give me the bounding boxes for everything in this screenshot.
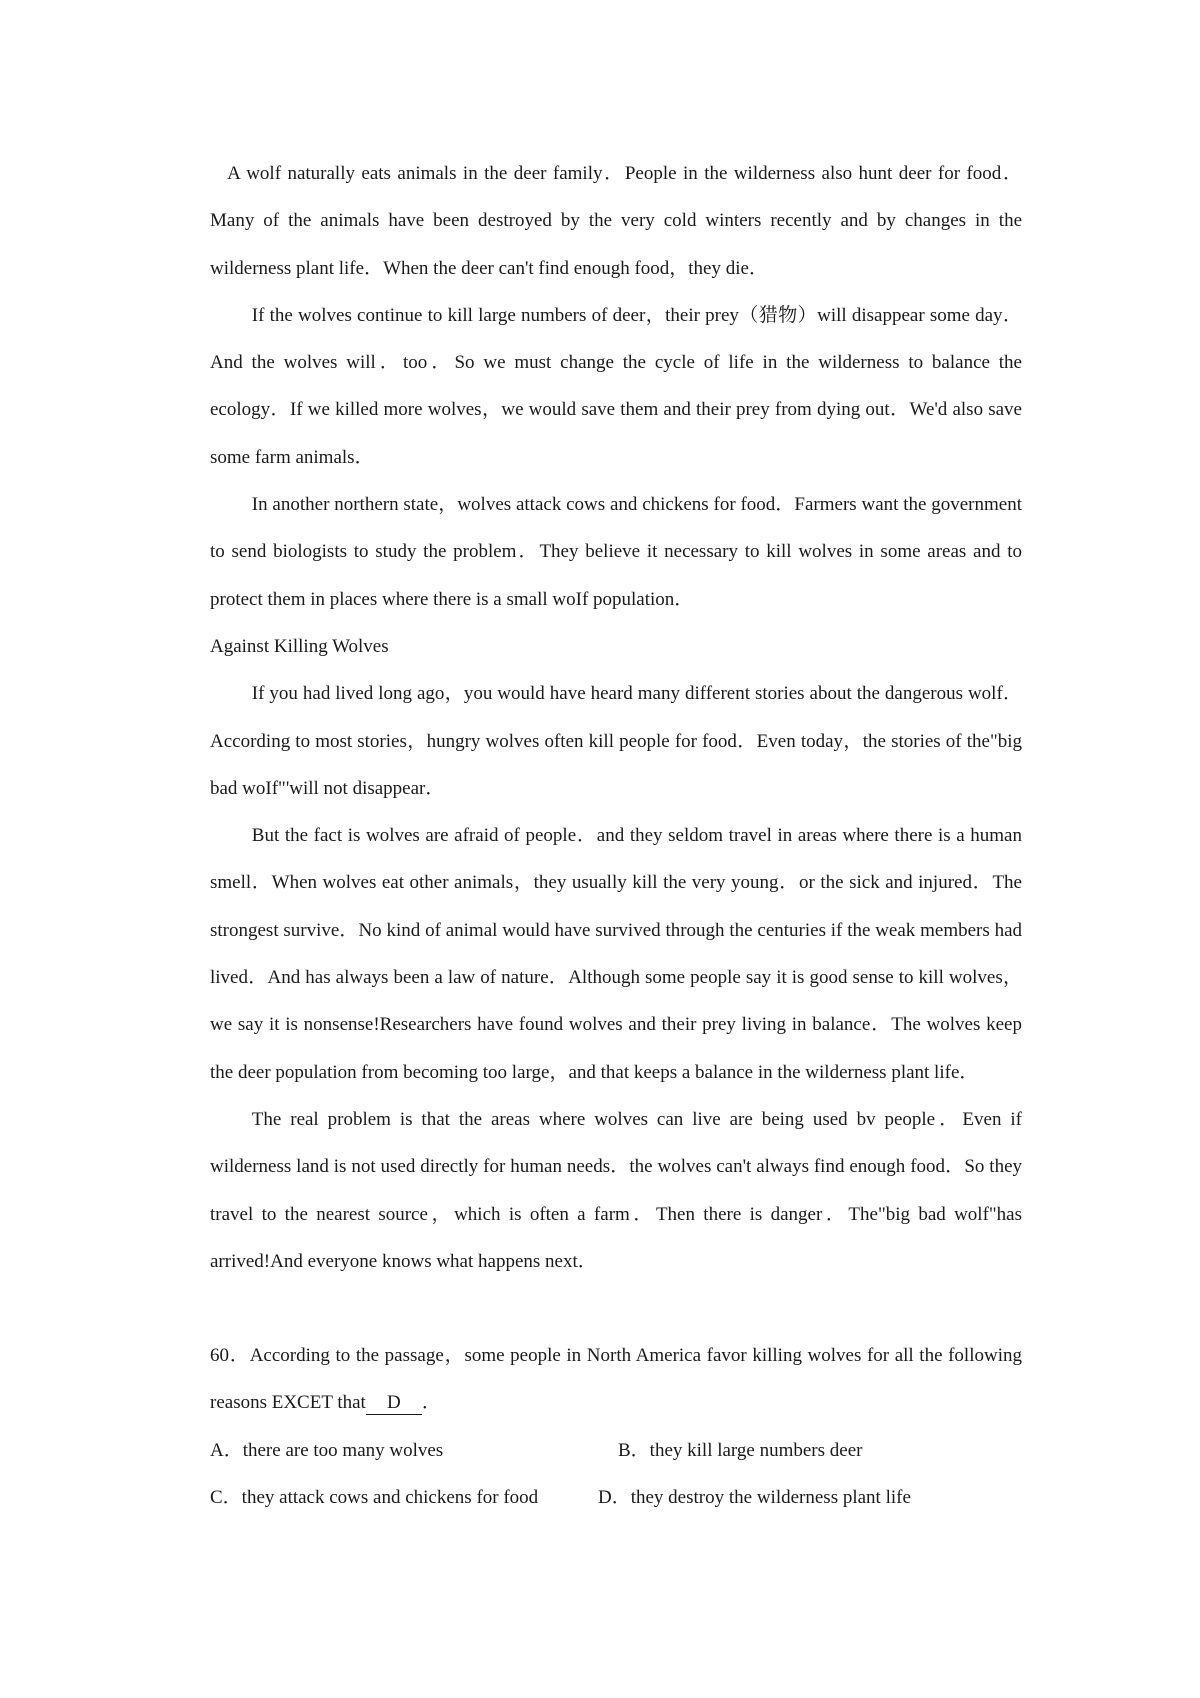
paragraph-2: If the wolves continue to kill large numbers of deer，their prey（猎物）will disappear some day．And the wolves will．too．So we must change the cycle of life in the wilderness to balance the ecology．If we killed more wolves，we would save them and their prey from dying out．We'd also save some farm animals． xyxy=(210,304,1022,468)
section-heading: Against Killing Wolves xyxy=(210,635,389,657)
question-60 xyxy=(210,1332,1022,1427)
paragraph-3: In another northern state，wolves attack cows and chickens for food．Farmers want the government to send biologists to study the problem．They believe it necessary to kill wolves in some areas and to protect them in places where there is a small woIf population． xyxy=(210,494,1022,610)
option-a: A．there are too many wolves xyxy=(210,1439,444,1461)
option-b: B．they kill large numbers deer xyxy=(618,1439,863,1461)
spacer xyxy=(210,1285,1022,1332)
question-text: 60．According to the passage，some people in North America favor killing wolves for all the following reasons EXCET that xyxy=(210,1345,1022,1414)
paragraph-1: A wolf naturally eats animals in the deer family．People in the wilderness also hunt deer for food．Many of the animals have been destroyed by the very cold winters recently and by changes in the wilderness plant life．When the deer can't find enough food，they die． xyxy=(210,163,1022,279)
answer-blank: D xyxy=(366,1392,422,1415)
paragraph-6: The real problem is that the areas where wolves can live are being used bv people．Even if wilderness land is not used directly for human needs．the wolves can't always find enough food．So they travel to the nearest source，which is often a farm．Then there is danger．The"big bad wolf"has arrived!And everyone knows what happens next． xyxy=(210,1108,1022,1272)
answer-options xyxy=(210,1427,1022,1522)
option-c: C．they attack cows and chickens for food xyxy=(210,1487,539,1509)
paragraph-5: But the fact is wolves are afraid of people．and they seldom travel in areas where there is a human smell．When wolves eat other animals，they usually kill the very young．or the sick and injured．The strongest survive．No kind of animal would have survived through the centuries if the weak members had lived．And has always been a law of nature．Although some people say it is good sense to kill wolves，we say it is nonsense!Researchers have found wolves and their prey living in balance．The wolves keep the deer population from becoming too large，and that keeps a balance in the wilderness plant life． xyxy=(210,825,1022,1083)
question-end: ． xyxy=(421,1392,441,1414)
paragraph-4: If you had lived long ago，you would have heard many different stories about the dangerous wolf．According to most stories，hungry wolves often kill people for food．Even today，the stories of the"big bad woIf"'will not disappear． xyxy=(210,683,1022,799)
option-d: D．they destroy the wilderness plant life xyxy=(598,1487,911,1509)
document-page xyxy=(210,150,1022,1521)
